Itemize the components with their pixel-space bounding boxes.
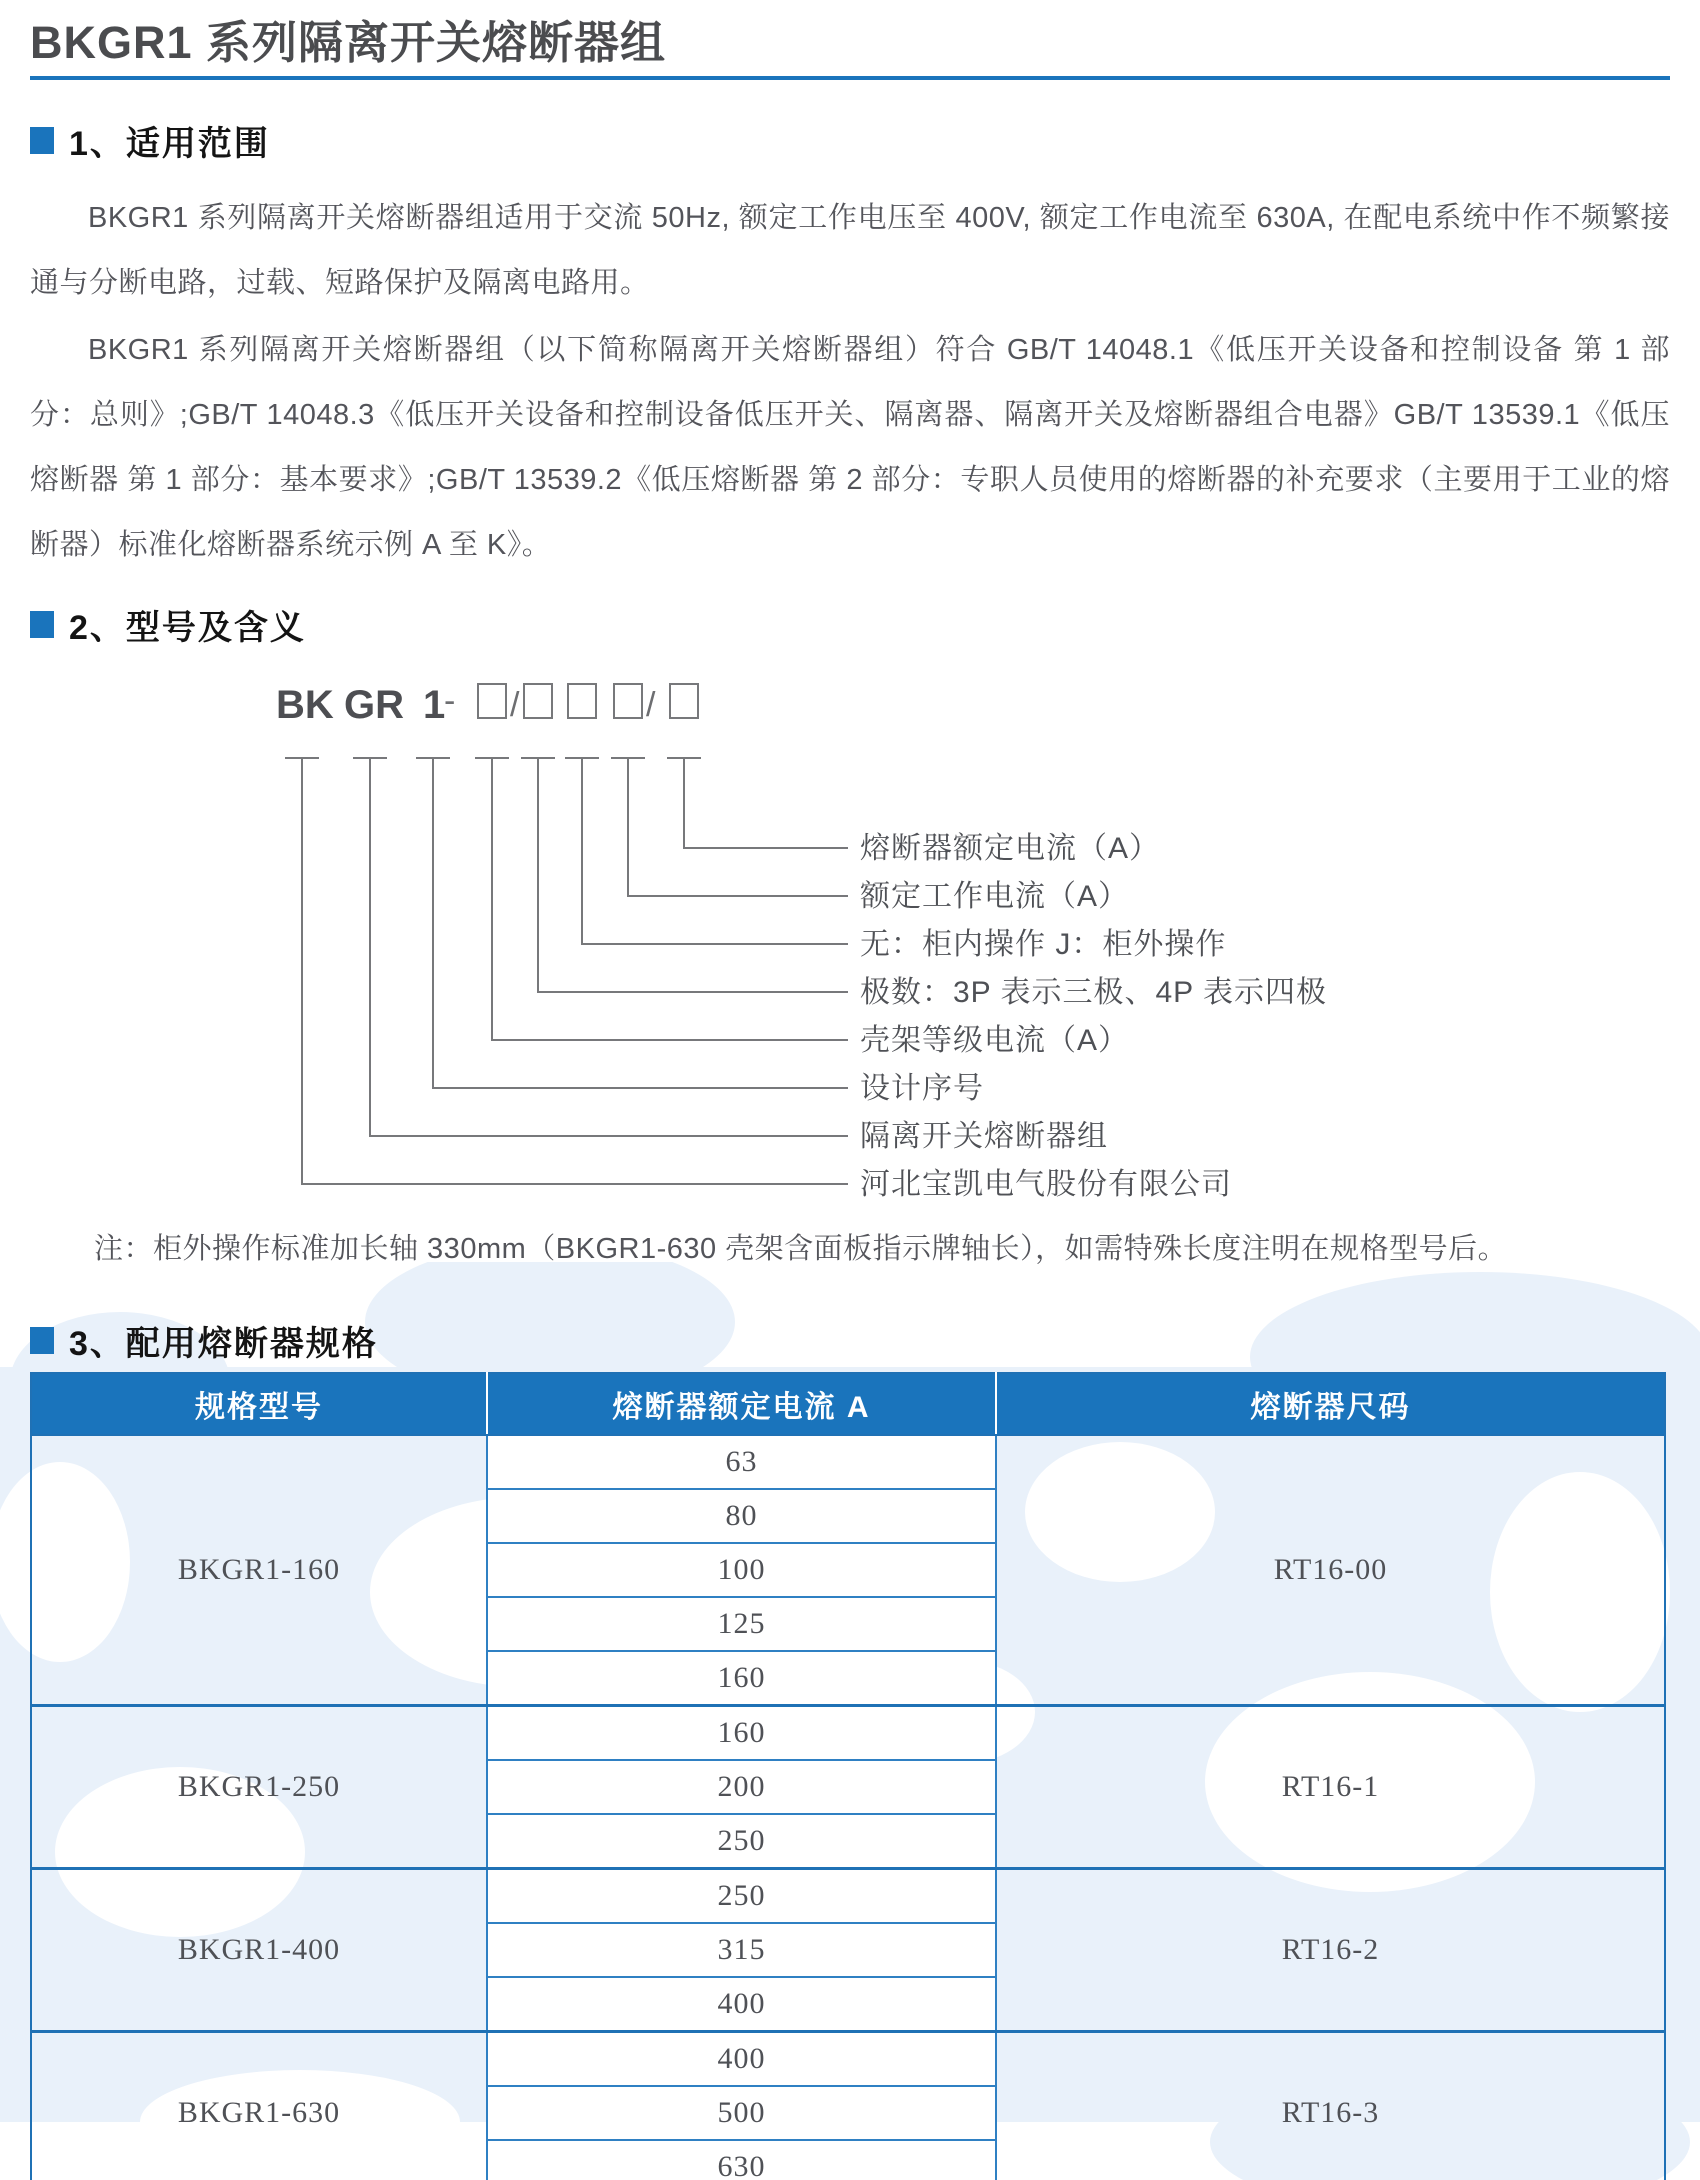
model-segment-one: 1: [423, 683, 446, 727]
fuse-size-cell: RT16-2: [996, 1869, 1665, 2032]
spec-model-cell: BKGR1-630: [31, 2032, 487, 2180]
section-heading-scope: [30, 116, 270, 165]
table-header-row: [31, 1373, 1665, 1435]
spec-model-cell: BKGR1-250: [31, 1706, 487, 1869]
fuse-spec-table: [30, 1372, 1666, 2180]
current-cell: 630: [487, 2140, 996, 2180]
diagram-label-pole-number: 极数：3P 表示三极、4P 表示四极: [860, 976, 1327, 1009]
model-dash: -: [444, 682, 456, 720]
title-underline: [30, 76, 1670, 80]
model-segment-gr: GR: [344, 683, 404, 727]
blue-square-bullet-icon: [30, 127, 54, 154]
page-title: BKGR1 系列隔离开关熔断器组: [30, 17, 667, 68]
model-note: 注：柜外操作标准加长轴 330mm（BKGR1-630 壳架含面板指示牌轴长），如需特殊长度注明在规格型号后。: [94, 1233, 1508, 1265]
current-cell: 100: [487, 1543, 996, 1597]
model-placeholder-box: [670, 684, 698, 718]
current-cell: 400: [487, 1977, 996, 2032]
table-row: [31, 1435, 1665, 1489]
current-cell: 80: [487, 1489, 996, 1543]
current-cell: 160: [487, 1651, 996, 1706]
fuse-size-cell: RT16-1: [996, 1706, 1665, 1869]
current-cell: 400: [487, 2032, 996, 2087]
scope-paragraph-2: BKGR1 系列隔离开关熔断器组（以下简称隔离开关熔断器组）符合 GB/T 14048.1《低压开关设备和控制设备 第 1 部分：总则》;GB/T 14048.3《低压开关设备和控制设备低压开关、隔离器、隔离开关及熔断器组合电器》GB/T 13539.1《低压熔断器 第 1 部分：基本要求》;GB/T 13539.2《低压熔断器 第 2 部分：专职人员使用的熔断器的补充要求（主要用于工业的熔断器）标准化熔断器系统示例 A 至 K》。: [30, 334, 1670, 561]
spec-model-cell: BKGR1-160: [177, 1553, 341, 1586]
current-cell: 63: [487, 1435, 996, 1489]
diagram-label-design-serial: 设计序号: [860, 1072, 984, 1105]
table-row: [31, 1869, 1665, 1924]
model-meaning-diagram: [30, 672, 1670, 1250]
model-placeholder-box: [568, 684, 596, 718]
current-cell: 250: [487, 1814, 996, 1869]
table-row: [31, 2032, 1665, 2087]
diagram-label-rated-working-current: 额定工作电流（A）: [860, 880, 1130, 913]
diagram-label-operation-type: 无：柜内操作 J：柜外操作: [860, 928, 1227, 961]
model-placeholder-box: [524, 684, 552, 718]
section-heading-fuse-spec-label: 3、配用熔断器规格: [69, 1325, 378, 1363]
col-header-fuse-size: 熔断器尺码: [996, 1373, 1665, 1435]
blue-square-bullet-icon: [30, 611, 54, 638]
current-cell: 160: [487, 1706, 996, 1761]
model-slash: /: [646, 686, 656, 724]
section-heading-scope-label: 1、适用范围: [69, 125, 270, 163]
fuse-size-cell: RT16-00: [1273, 1553, 1388, 1586]
blue-square-bullet-icon: [30, 1327, 54, 1354]
current-cell: 125: [487, 1597, 996, 1651]
model-placeholder-box: [614, 684, 642, 718]
section-heading-fuse-spec: [30, 1316, 378, 1365]
col-header-fuse-current: 熔断器额定电流 A: [487, 1373, 996, 1435]
model-slash: /: [510, 686, 520, 724]
model-segment-bk: BK: [276, 683, 334, 727]
current-cell: 315: [487, 1923, 996, 1977]
col-header-spec-model: 规格型号: [31, 1373, 487, 1435]
section-heading-model: [30, 600, 306, 649]
spec-model-cell: BKGR1-400: [31, 1869, 487, 2032]
current-cell: 500: [487, 2086, 996, 2140]
model-placeholder-box: [478, 684, 506, 718]
table-row: [31, 1706, 1665, 1761]
section-heading-model-label: 2、型号及含义: [69, 609, 306, 647]
diagram-label-fuse-rated-current: 熔断器额定电流（A）: [860, 832, 1161, 865]
current-cell: 250: [487, 1869, 996, 1924]
diagram-label-product-type: 隔离开关熔断器组: [860, 1120, 1108, 1153]
diagram-label-frame-current: 壳架等级电流（A）: [860, 1024, 1130, 1057]
diagram-label-company-name: 河北宝凯电气股份有限公司: [860, 1168, 1232, 1201]
fuse-size-cell: RT16-3: [996, 2032, 1665, 2180]
scope-paragraph-1: BKGR1 系列隔离开关熔断器组适用于交流 50Hz, 额定工作电压至 400V, 额定工作电流至 630A, 在配电系统中作不频繁接通与分断电路，过载、短路保护及隔离电路用。: [30, 202, 1670, 299]
current-cell: 200: [487, 1760, 996, 1814]
connector-lines: [285, 758, 848, 1184]
